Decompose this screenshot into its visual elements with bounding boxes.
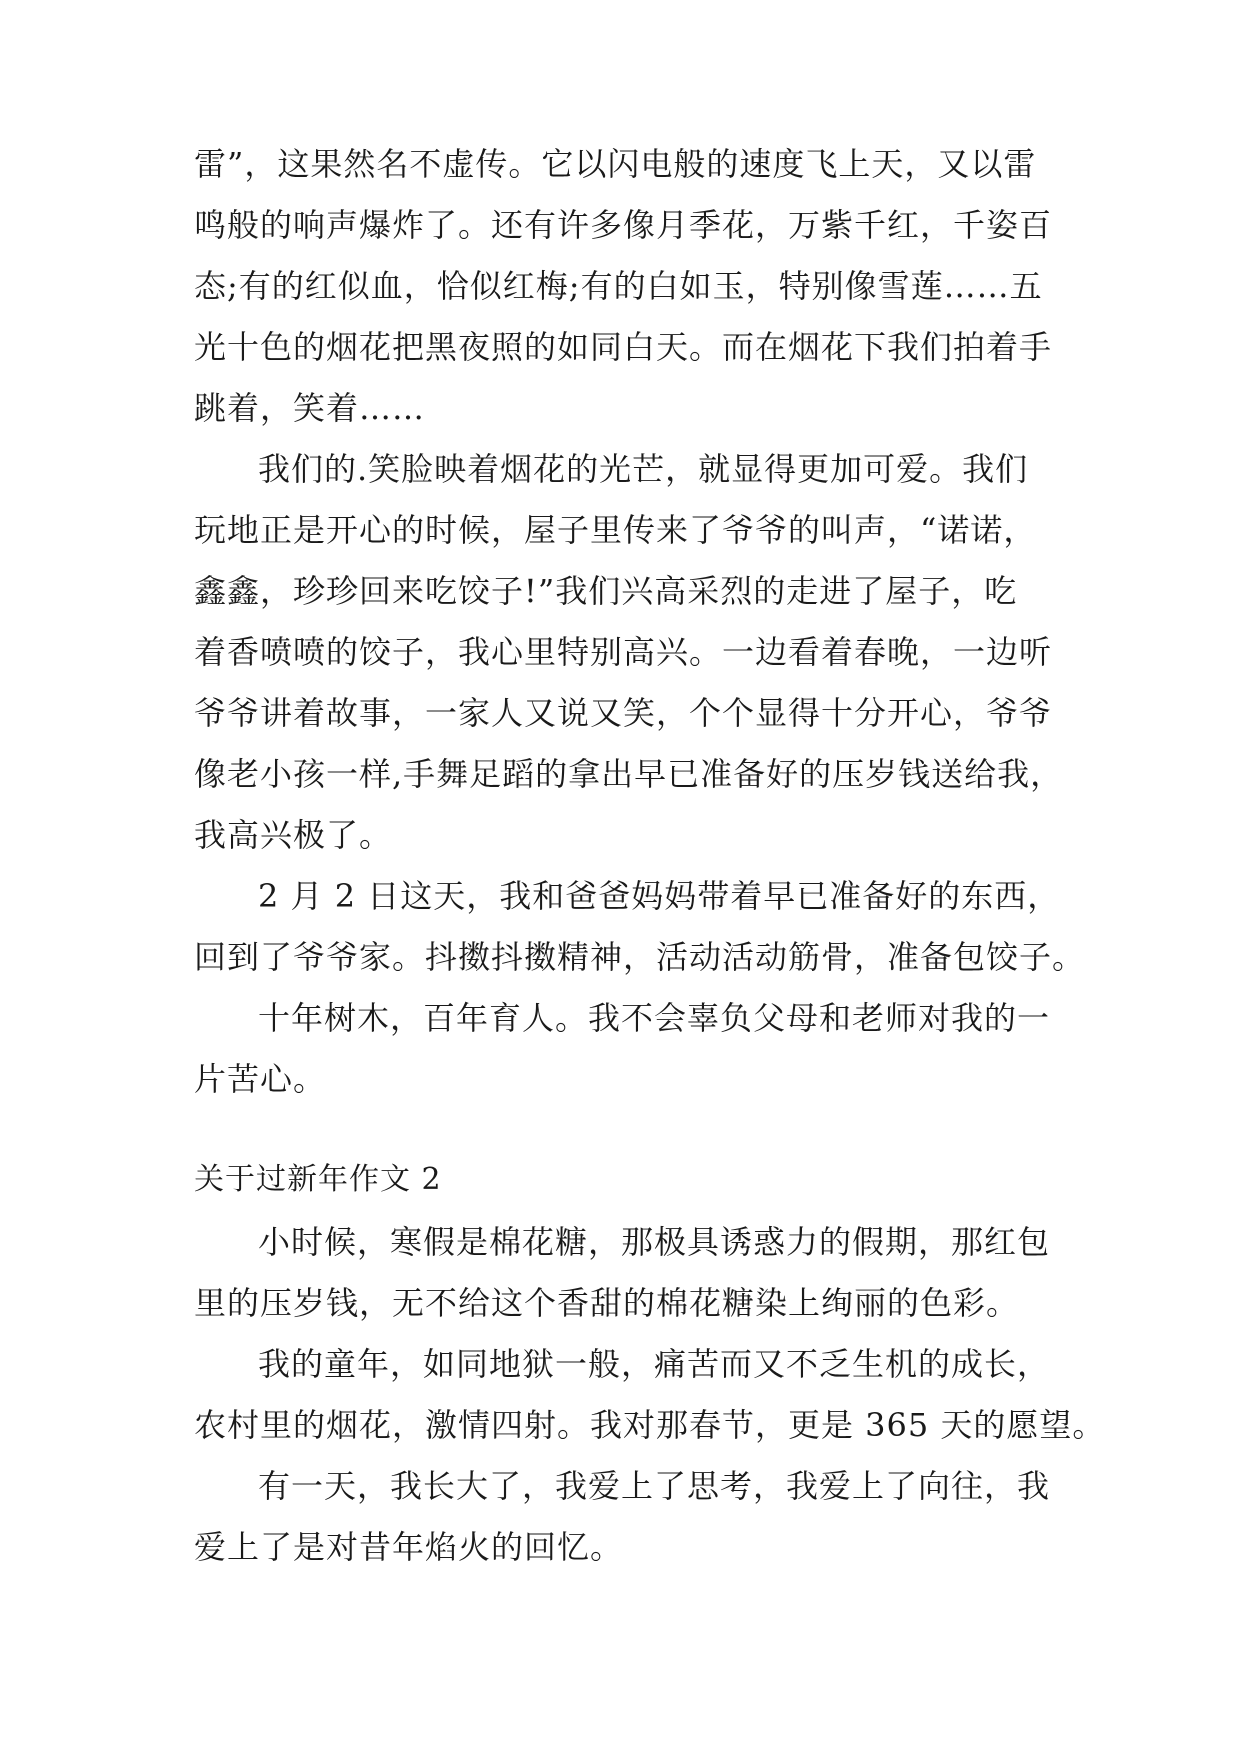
paragraph-2-line-3: 鑫鑫，珍珍回来吃饺子!”我们兴高采烈的走进了屋子，吃: [194, 572, 1018, 610]
section-paragraph-2-line-1: 我的童年，如同地狱一般，痛苦而又不乏生机的成长，: [258, 1345, 1051, 1383]
section-paragraph-2-line-2: 农村里的烟花，激情四射。我对那春节，更是 365 天的愿望。: [194, 1406, 1106, 1444]
paragraph-1-line-3: 态;有的红似血，恰似红梅;有的白如玉，特别像雪莲……五: [194, 267, 1043, 305]
paragraph-3-line-2: 回到了爷爷家。抖擞抖擞精神，活动活动筋骨，准备包饺子。: [194, 938, 1086, 976]
paragraph-3-line-1: 2 月 2 日这天，我和爸爸妈妈带着早已准备好的东西，: [258, 877, 1061, 915]
section-paragraph-3-line-1: 有一天，我长大了，我爱上了思考，我爱上了向往，我: [258, 1467, 1051, 1505]
paragraph-1-line-4: 光十色的烟花把黑夜照的如同白天。而在烟花下我们拍着手: [194, 328, 1053, 366]
paragraph-2-line-4: 着香喷喷的饺子，我心里特别高兴。一边看着春晚，一边听: [194, 633, 1053, 671]
paragraph-2-line-5: 爷爷讲着故事，一家人又说又笑，个个显得十分开心，爷爷: [194, 694, 1053, 732]
paragraph-2-line-7: 我高兴极了。: [194, 816, 393, 854]
paragraph-4-line-2: 片苦心。: [194, 1060, 327, 1098]
paragraph-1-line-5: 跳着，笑着……: [194, 389, 426, 427]
paragraph-1-line-2: 鸣般的响声爆炸了。还有许多像月季花，万紫千红，千姿百: [194, 206, 1053, 244]
paragraph-2-line-1: 我们的.笑脸映着烟花的光芒，就显得更加可爱。我们: [258, 450, 1029, 488]
section-paragraph-1-line-1: 小时候，寒假是棉花糖，那极具诱惑力的假期，那红包: [258, 1223, 1051, 1261]
paragraph-4-line-1: 十年树木，百年育人。我不会辜负父母和老师对我的一: [258, 999, 1051, 1037]
section-paragraph-1-line-2: 里的压岁钱，无不给这个香甜的棉花糖染上绚丽的色彩。: [194, 1284, 1020, 1322]
paragraph-2-line-2: 玩地正是开心的时候，屋子里传来了爷爷的叫声，“诺诺，: [194, 511, 1037, 549]
section-paragraph-3-line-2: 爱上了是对昔年焰火的回忆。: [194, 1528, 624, 1566]
paragraph-2-line-6: 像老小孩一样,手舞足蹈的拿出早已准备好的压岁钱送给我，: [194, 755, 1064, 793]
paragraph-1-line-1: 雷”，这果然名不虚传。它以闪电般的速度飞上天，又以雷: [194, 145, 1037, 183]
section-title: 关于过新年作文 2: [194, 1162, 442, 1197]
